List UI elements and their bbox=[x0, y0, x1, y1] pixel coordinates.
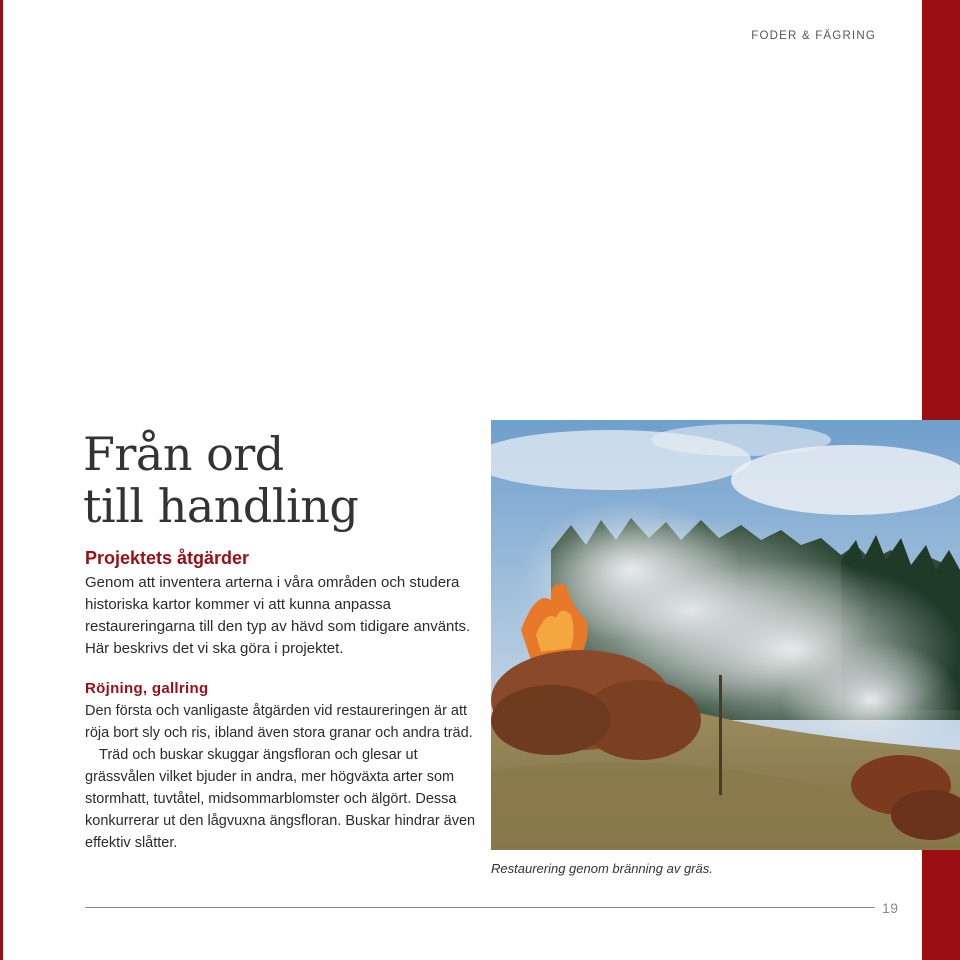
section-heading: Projektets åtgärder bbox=[85, 548, 250, 568]
page-number: 19 bbox=[882, 900, 899, 916]
right-accent-bar-bottom bbox=[922, 850, 960, 960]
title-line-2: till handling bbox=[83, 479, 359, 533]
body-paragraph-2: Träd och buskar skuggar ängsfloran och glesar ut grässvålen vilket bjuder in andra, mer högväxta arter som stormhatt, tuvtåtel, midsommarblomster och älgört. Dessa konkurrerar ut den lågvuxna ängsfloran. Buskar hindrar även effektiv slåtter. bbox=[85, 747, 476, 851]
page-title bbox=[83, 428, 358, 532]
subheading: Röjning, gallring bbox=[85, 680, 209, 697]
photo-caption: Restaurering genom bränning av gräs. bbox=[491, 861, 713, 876]
footer-rule bbox=[85, 907, 875, 908]
right-accent-bar-top bbox=[922, 0, 960, 420]
intro-paragraph: Genom att inventera arterna i våra områden och studera historiska kartor kommer vi att kunna anpassa restaureringarna till den typ av hävd som tidigare använts. Här beskrivs det vi ska göra i projektet. bbox=[85, 574, 471, 657]
body-text bbox=[85, 700, 485, 854]
grass-burning-photo bbox=[491, 420, 960, 850]
body-paragraph-1: Den första och vanligaste åtgärden vid restaureringen är att röja bort sly och ris, ibland även stora granar och andra träd. bbox=[85, 703, 473, 741]
left-margin-rule bbox=[0, 0, 3, 960]
section-label: FODER & FÄGRING bbox=[751, 30, 876, 42]
title-line-1: Från ord bbox=[83, 427, 284, 481]
